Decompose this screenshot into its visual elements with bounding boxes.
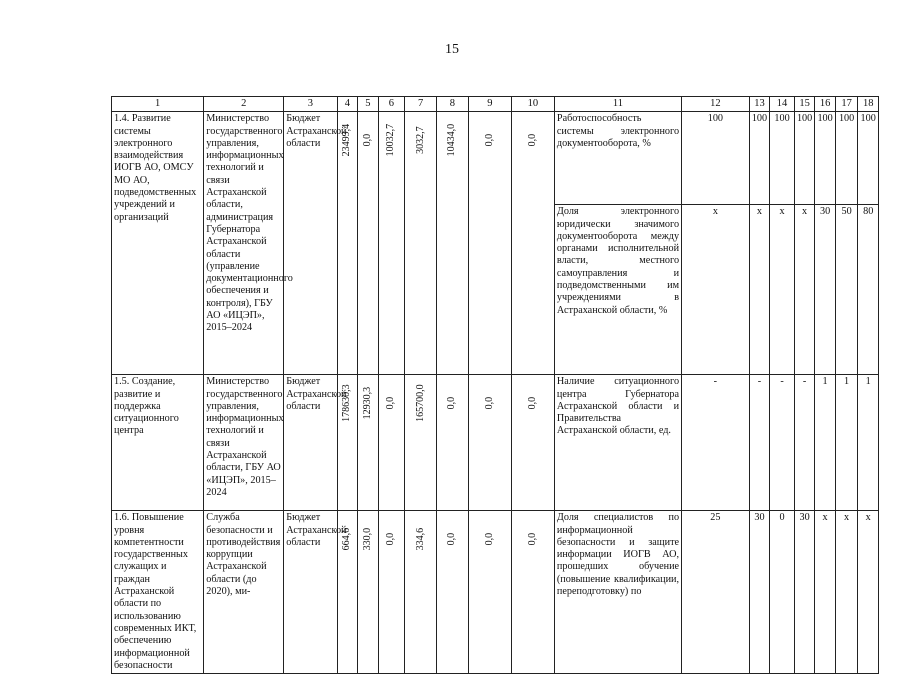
value-cell [682,112,750,375]
indicator-value: - [749,375,770,511]
indicator-value: - [794,375,815,511]
indicator-value: 80 [863,206,874,218]
amount-cell: 0,0 [511,511,554,674]
indicator-cell [554,112,681,375]
value-cell [770,112,795,375]
measure-cell: 1.4. Развитие системы электронного взаимодействия ИОГВ АО, ОМСУ МО АО, подведомственных учреждений и организаций [112,112,204,375]
amount-cell: 0,0 [468,112,511,375]
value-cell [835,112,858,375]
indicator-value: х [815,511,836,674]
amount-cell: 0,0 [468,511,511,674]
header-cell: 4 [337,97,358,112]
header-cell: 5 [358,97,379,112]
value-cell [749,112,770,375]
header-cell: 1 [112,97,204,112]
source-cell: Бюджет Астраханской области [284,375,337,511]
header-cell: 8 [437,97,469,112]
indicator-value: 1 [858,375,879,511]
amount-cell: 10032,7 [378,112,405,375]
value-cell [815,112,836,375]
source-cell: Бюджет Астраханской области [284,112,337,375]
header-cell: 2 [204,97,284,112]
amount-cell: 330,0 [358,511,379,674]
header-cell: 15 [794,97,815,112]
header-cell: 6 [378,97,405,112]
amount-cell: 0,0 [468,375,511,511]
header-cell: 3 [284,97,337,112]
indicator-value: - [682,375,750,511]
indicator-value: 0 [770,511,795,674]
header-cell: 16 [815,97,836,112]
table-row [112,112,879,375]
indicator-value: 100 [836,112,858,205]
indicator-text: Работоспособность системы электронного документооборота, % [555,112,681,205]
source-cell: Бюджет Астраханской области [284,511,337,674]
indicator-value: х [858,511,879,674]
header-cell: 10 [511,97,554,112]
indicator-text: Доля электронного юридически значимого документооборота между органами исполнительной власти, местного самоуправления и подведомственными им учреждениями в Астраханской области, % [556,206,680,316]
indicator-value: 1 [835,375,858,511]
page-number: 15 [445,42,459,57]
amount-cell: 178630,3 [337,375,358,511]
indicator-text: Наличие ситуационного центра Губернатора Астраханской области и Правительства Астраханской области, ед. [554,375,681,511]
indicator-value: х [835,511,858,674]
amount-cell: 0,0 [378,375,405,511]
table-row [112,511,879,674]
amount-cell: 12930,3 [358,375,379,511]
indicator-value: 100 [750,112,770,205]
amount-cell: 334,6 [405,511,437,674]
amount-cell: 0,0 [378,511,405,674]
header-cell: 12 [682,97,750,112]
table-row [112,375,879,511]
header-row [112,97,879,112]
amount-cell: 23499,4 [337,112,358,375]
executor-cell: Министерство государственного управления, информационных технологий и связи Астраханской области, ГБУ АО «ИЦЭП», 2015–2024 [204,375,284,511]
program-table [111,96,879,674]
header-cell: 13 [749,97,770,112]
executor-cell: Служба безопасности и противодействия коррупции Астраханской области (до 2020), ми- [204,511,284,674]
measure-cell: 1.5. Создание, развитие и поддержка ситуационного центра [112,375,204,511]
indicator-value: 1 [815,375,836,511]
measure-cell: 1.6. Повышение уровня компетентности государственных служащих и граждан Астраханской области по использованию современных ИКТ, обеспечению информационной безопасности [112,511,204,674]
amount-cell: 165700,0 [405,375,437,511]
indicator-value: 25 [682,511,750,674]
indicator-value: х [756,206,763,218]
indicator-value: 100 [770,112,794,205]
indicator-value: 100 [858,112,878,205]
amount-cell: 0,0 [358,112,379,375]
indicator-value: х [779,206,785,218]
header-cell: 17 [835,97,858,112]
header-cell: 11 [554,97,681,112]
amount-cell: 3032,7 [405,112,437,375]
amount-cell: 0,0 [437,375,469,511]
indicator-value: 50 [841,206,852,218]
indicator-value: х [712,206,718,218]
amount-cell: 664,6 [337,511,358,674]
header-cell: 18 [858,97,879,112]
indicator-value: 30 [749,511,770,674]
header-cell: 9 [468,97,511,112]
indicator-value: 30 [819,206,831,218]
indicator-text: Доля специалистов по информационной безопасности и защите информации ИОГВ АО, прошедших обучение (повышение квалификации, переподготовку) по [554,511,681,674]
indicator-value: х [802,206,808,218]
header-cell: 7 [405,97,437,112]
value-cell [858,112,879,375]
amount-cell: 0,0 [437,511,469,674]
indicator-value: 100 [795,112,815,205]
amount-cell: 10434,0 [437,112,469,375]
indicator-value: 100 [682,112,749,205]
indicator-value: 30 [794,511,815,674]
indicator-value: - [770,375,795,511]
indicator-value: 100 [815,112,835,205]
header-cell: 14 [770,97,795,112]
value-cell [794,112,815,375]
executor-cell: Министерство государственного управления, информационных технологий и связи Астраханской области, администрация Губернатора Астраханской области (управление документационного обеспечения и контроля), ГБУ АО «ИЦЭП», 2015–2024 [204,112,284,375]
amount-cell: 0,0 [511,112,554,375]
amount-cell: 0,0 [511,375,554,511]
